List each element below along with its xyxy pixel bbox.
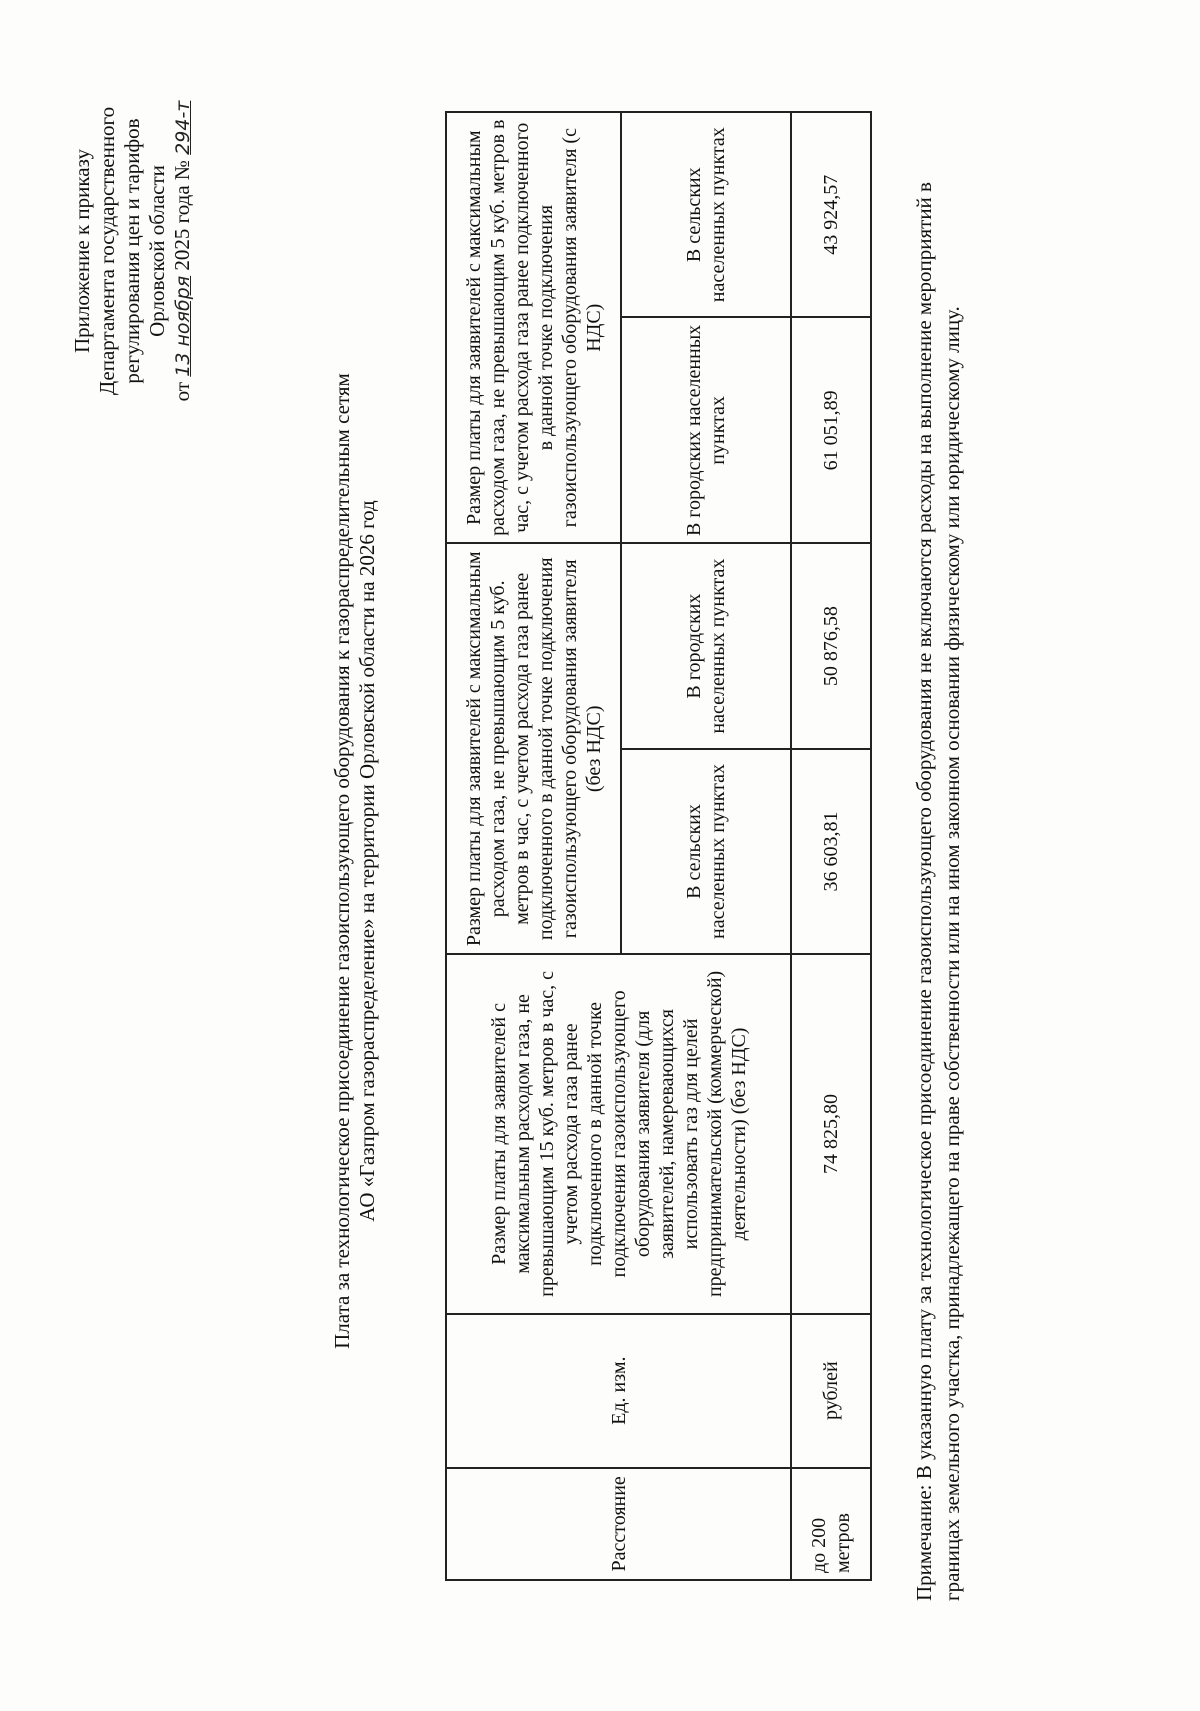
appendix-line-4: Орловской области (145, 165, 169, 337)
table-row (791, 112, 871, 1580)
cell-unit: рублей (791, 1314, 871, 1468)
subheader-urban: В городских населенных пунктах (621, 317, 791, 543)
header-5m3-no-vat: Размер платы для заявителей с максимальным расходом газа, не превышающим 5 куб. метров в час, с учетом расхода газа ранее подключенного в данной точке подключения газоиспользующего оборудования заявителя (без НДС) (446, 543, 621, 954)
tariff-table (445, 111, 872, 1581)
subheader-urban: В городских населенных пунктах (621, 543, 791, 748)
header-row (446, 112, 621, 1580)
cell-5m3-no-vat-rural: 36 603,81 (791, 749, 871, 954)
appendix-header (70, 91, 196, 411)
appendix-line-1: Приложение к приказу (70, 149, 94, 353)
appendix-line-3: регулирования цен и тарифов (120, 118, 144, 384)
title-line-1: Плата за технологическое присоединение газоиспользующего оборудования к газораспределительным сетям (330, 373, 354, 1349)
cell-5m3-vat-rural: 43 924,57 (791, 112, 871, 317)
document-title (330, 171, 380, 1551)
handwritten-order-number: 294-т (172, 100, 194, 155)
handwritten-date: 13 ноября (172, 275, 194, 377)
cell-distance: до 200 метров (791, 1468, 871, 1580)
header-unit: Ед. изм. (446, 1314, 791, 1468)
cell-5m3-vat-urban: 61 051,89 (791, 317, 871, 543)
date-prefix: от (170, 382, 194, 402)
appendix-date-line (170, 91, 196, 411)
date-suffix: 2025 года № (170, 160, 194, 271)
footnote: Примечание: В указанную плату за технологическое присоединение газоиспользующего оборудования не включаются расходы на выполнение мероприятий в границах земельного участка, принадлежащего на праве собственности или на ином законном основании физическому или юридическому лицу. (912, 182, 964, 1601)
title-line-2: АО «Газпром газораспределение» на территории Орловской области на 2026 год (355, 500, 379, 1222)
header-distance: Расстояние (446, 1468, 791, 1580)
header-15m3: Размер платы для заявителей с максимальным расходом газа, не превышающим 15 куб. метров в час, с учетом расхода газа ранее подключенного в данной точке подключения газоиспользующего оборудования заявителя (для заявителей, намеревающихся использовать газ для целей предпринимательской (коммерческой) деятельности) (без НДС) (446, 954, 791, 1313)
subheader-rural: В сельских населенных пунктах (621, 749, 791, 954)
cell-5m3-no-vat-urban: 50 876,58 (791, 543, 871, 748)
subheader-rural: В сельских населенных пунктах (621, 112, 791, 317)
cell-15m3: 74 825,80 (791, 954, 871, 1313)
header-5m3-vat: Размер платы для заявителей с максимальным расходом газа, не превышающим 5 куб. метров в час, с учетом расхода газа ранее подключенного в данной точке подключения газоиспользующего оборудования заявителя (с НДС) (446, 112, 621, 543)
appendix-line-2: Департамента государственного (95, 106, 119, 396)
